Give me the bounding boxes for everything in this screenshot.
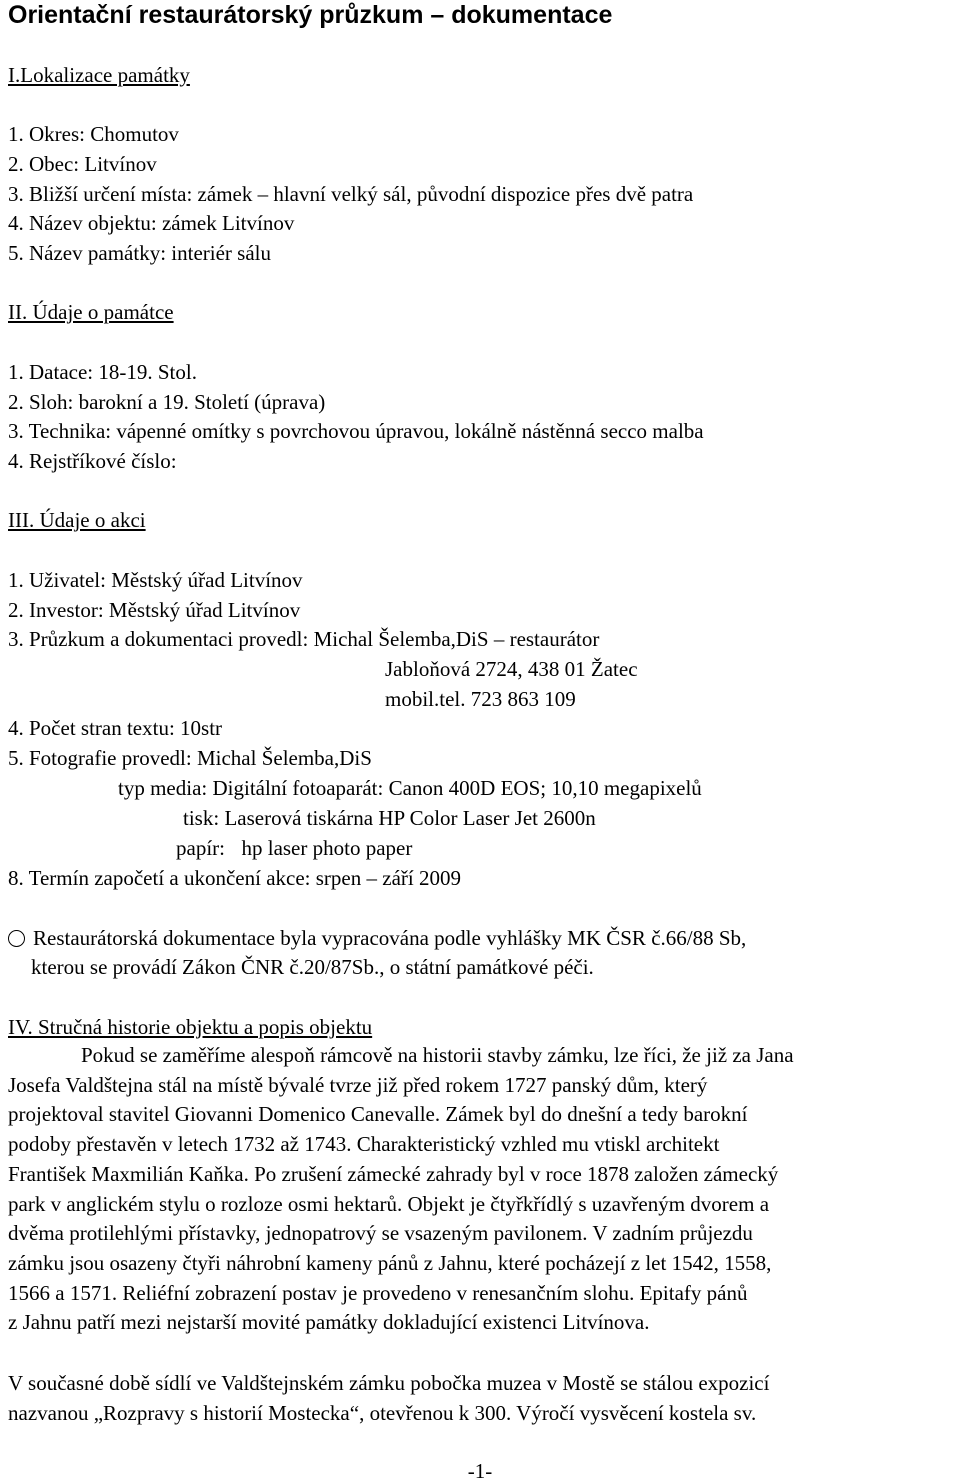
media-row — [118, 775, 702, 801]
history-paragraph — [8, 1041, 958, 1338]
paragraph-line: nazvanou „Rozpravy s historií Mostecka“, otevřenou k 300. Výročí vysvěcení kostela sv. — [8, 1400, 757, 1425]
list-item: 3. Bližší určení místa: zámek – hlavní velký sál, původní dispozice přes dvě patra — [8, 182, 694, 206]
paragraph-line: zámku jsou osazeny čtyři náhrobní kameny pánů z Jahnu, které pocházejí z let 1542, 1558, — [8, 1250, 772, 1275]
note-text: Restaurátorská dokumentace byla vypracována podle vyhlášky MK ČSR č.66/88 Sb, — [33, 926, 747, 950]
list-item: 5. Fotografie provedl: Michal Šelemba,DiS — [8, 746, 372, 770]
list-item: 2. Obec: Litvínov — [8, 152, 157, 176]
list-item: 8. Termín započetí a ukončení akce: srpen – září 2009 — [8, 866, 461, 890]
phone-line: mobil.tel. 723 863 109 — [385, 687, 576, 711]
paper-value: hp laser photo paper — [241, 836, 413, 860]
paragraph-line: podoby přestavěn v letech 1732 až 1743. Charakteristický vzhled mu vtiskl architekt — [8, 1132, 720, 1157]
paragraph-line: dvěma protilehlými přístavky, jednopatrový se vsazeným pavilonem. V zadním průjezdu — [8, 1221, 753, 1246]
list-item: 1. Uživatel: Městský úřad Litvínov — [8, 568, 303, 592]
paragraph-line: Josefa Valdštejna stál na místě bývalé tvrze již před rokem 1727 panský dům, který — [8, 1072, 708, 1097]
list-item: 1. Okres: Chomutov — [8, 122, 179, 146]
print-label: tisk: — [183, 806, 220, 830]
paragraph-line: z Jahnu patří mezi nejstarší movité památky dokladující existenci Litvínova. — [8, 1310, 650, 1335]
museum-paragraph — [8, 1369, 958, 1428]
page-number: -1- — [467, 1459, 493, 1483]
list-item: 3. Průzkum a dokumentaci provedl: Michal Šelemba,DiS – restaurátor — [8, 627, 600, 651]
note-line-2: kterou se provádí Zákon ČNR č.20/87Sb., o státní památkové péči. — [31, 955, 594, 979]
paragraph-line: 1566 a 1571. Reliéfní zobrazení postav je provedeno v renesančním slohu. Epitafy pánů — [8, 1280, 748, 1305]
circle-bullet-icon — [8, 930, 25, 947]
paragraph-line: František Maxmilián Kaňka. Po zrušení zámecké zahrady byl v roce 1878 založen zámecký — [8, 1161, 779, 1186]
list-item: 5. Název památky: interiér sálu — [8, 241, 271, 265]
section-1-heading: I.Lokalizace památky — [8, 63, 190, 87]
note-line-1 — [8, 925, 746, 951]
list-item: 2. Sloh: barokní a 19. Století (úprava) — [8, 390, 326, 414]
list-item: 2. Investor: Městský úřad Litvínov — [8, 598, 301, 622]
paper-row — [176, 835, 412, 861]
list-item: 4. Název objektu: zámek Litvínov — [8, 211, 295, 235]
list-item: 4. Počet stran textu: 10str — [8, 716, 223, 740]
list-item: 3. Technika: vápenné omítky s povrchovou úpravou, lokálně nástěnná secco malba — [8, 419, 704, 443]
section-3-heading: III. Údaje o akci — [8, 508, 146, 532]
document-title: Orientační restaurátorský průzkum – dokumentace — [8, 1, 613, 29]
paper-label: papír: — [176, 836, 225, 860]
media-label: typ media: — [118, 776, 208, 800]
section-2-heading: II. Údaje o památce — [8, 300, 174, 324]
paragraph-line: V současné době sídlí ve Valdštejnském zámku pobočka muzea v Mostě se stálou expozicí — [8, 1371, 770, 1395]
section-4-heading: IV. Stručná historie objektu a popis objektu — [8, 1015, 373, 1039]
print-row — [183, 805, 596, 831]
media-value: Digitální fotoaparát: Canon 400D EOS; 10,10 megapixelů — [212, 776, 702, 800]
list-item: 1. Datace: 18-19. Stol. — [8, 360, 197, 384]
print-value: Laserová tiskárna HP Color Laser Jet 2600n — [224, 806, 596, 830]
paragraph-line: park v anglickém stylu o rozloze osmi hektarů. Objekt je čtyřkřídlý s uzavřeným dvorem a — [8, 1191, 770, 1216]
address-line: Jabloňová 2724, 438 01 Žatec — [385, 657, 638, 681]
list-item: 4. Rejstříkové číslo: — [8, 449, 177, 473]
paragraph-line: Pokud se zaměříme alespoň rámcově na historii stavby zámku, lze říci, že již za Jana — [81, 1043, 794, 1067]
paragraph-line: projektoval stavitel Giovanni Domenico Canevalle. Zámek byl do dnešní a tedy barokní — [8, 1102, 748, 1127]
